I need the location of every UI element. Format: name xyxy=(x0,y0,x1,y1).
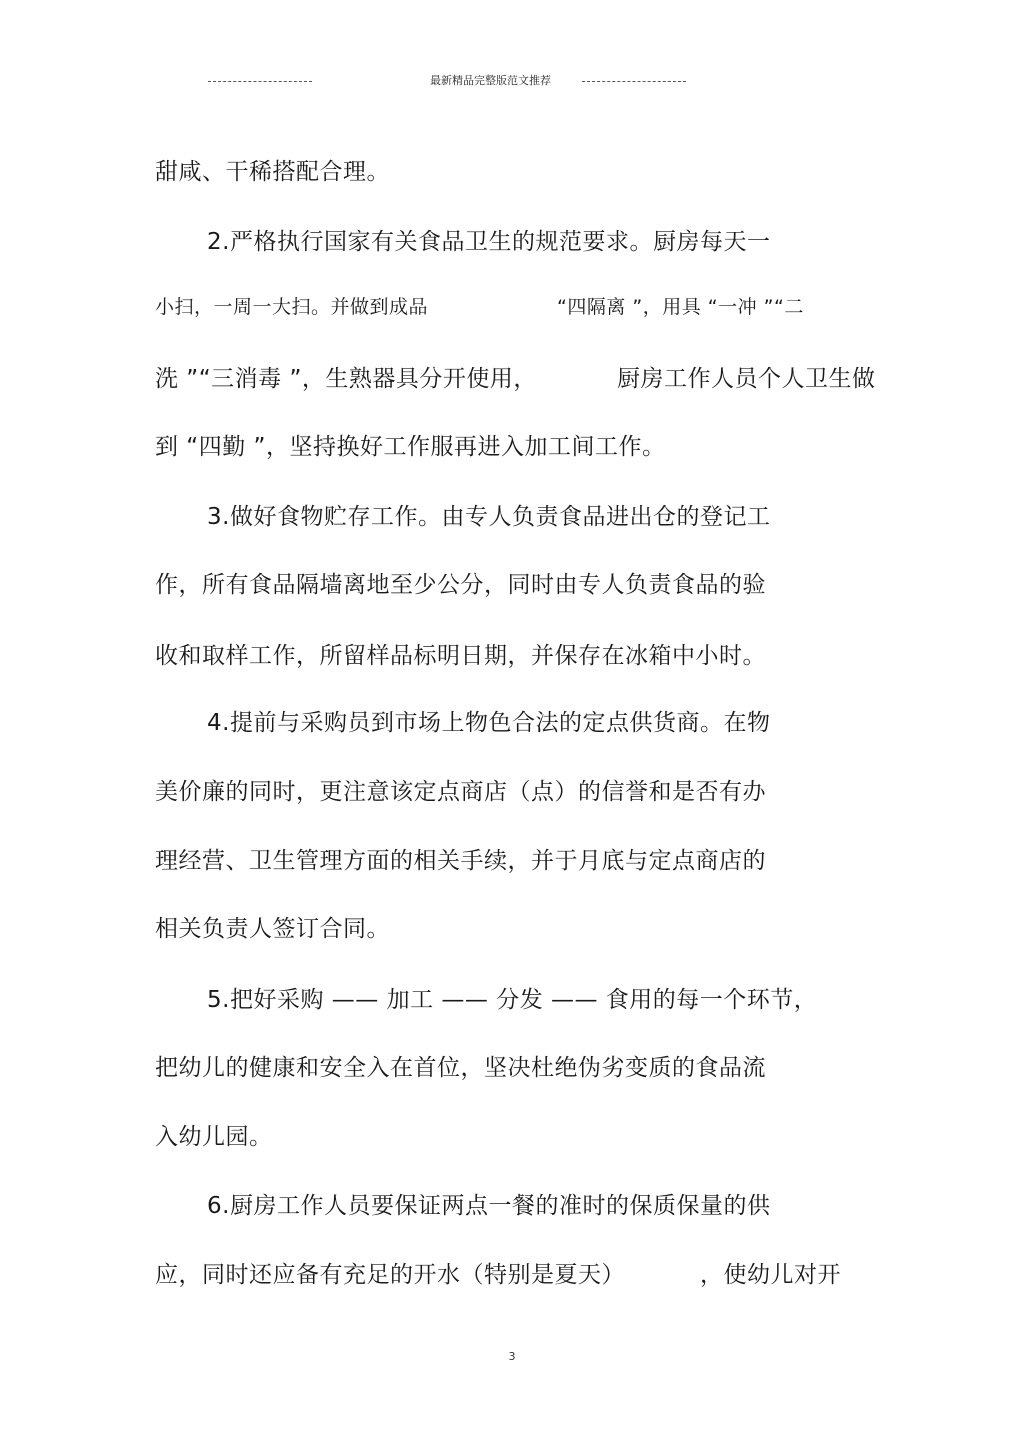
page-header xyxy=(0,74,1024,88)
text-line: 到 “四勤 ”，坚持换好工作服再进入加工间工作。 xyxy=(155,434,666,460)
text-line: 3.做好食物贮存工作。由专人负责食品进出仓的登记工 xyxy=(207,504,771,530)
page-number: 3 xyxy=(508,1350,516,1363)
text-line: 甜咸、干稀搭配合理。 xyxy=(155,159,390,185)
header-rule-right xyxy=(582,81,686,82)
header-rule-left xyxy=(208,81,312,82)
text-line: 6.厨房工作人员要保证两点一餐的准时的保质保量的供 xyxy=(207,1193,771,1219)
text-line: 美价廉的同时，更注意该定点商店（点）的信誉和是否有办 xyxy=(155,779,766,805)
text-line: 作，所有食品隔墙离地至少公分，同时由专人负责食品的验 xyxy=(155,572,766,598)
text-line: 4.提前与采购员到市场上物色合法的定点供货商。在物 xyxy=(207,710,771,736)
text-line: “四隔离 ”，用具 “一冲 ”“二 xyxy=(557,296,804,318)
text-line: 理经营、卫生管理方面的相关手续，并于月底与定点商店的 xyxy=(155,848,766,874)
text-line: 5.把好采购 —— 加工 —— 分发 —— 食用的每一个环节， xyxy=(207,987,818,1013)
text-line: 2.严格执行国家有关食品卫生的规范要求。厨房每天一 xyxy=(207,229,771,255)
header-title: 最新精品完整版范文推荐 xyxy=(430,74,551,87)
text-line: 入幼儿园。 xyxy=(155,1124,273,1150)
text-line: 厨房工作人员个人卫生做 xyxy=(617,366,876,392)
text-line: 相关负责人签订合同。 xyxy=(155,916,390,942)
text-line: 小扫，一周一大扫。并做到成品 xyxy=(155,296,429,318)
text-line: 把幼儿的健康和安全入在首位，坚决杜绝伪劣变质的食品流 xyxy=(155,1055,766,1081)
text-line: 应，同时还应备有充足的开水（特别是夏天） xyxy=(155,1262,625,1288)
text-line: 洗 ”“三消毒 ”，生熟器具分开使用， xyxy=(155,366,537,392)
text-line: 收和取样工作，所留样品标明日期，并保存在冰箱中小时。 xyxy=(155,643,766,669)
text-line: ，使幼儿对开 xyxy=(700,1262,841,1288)
